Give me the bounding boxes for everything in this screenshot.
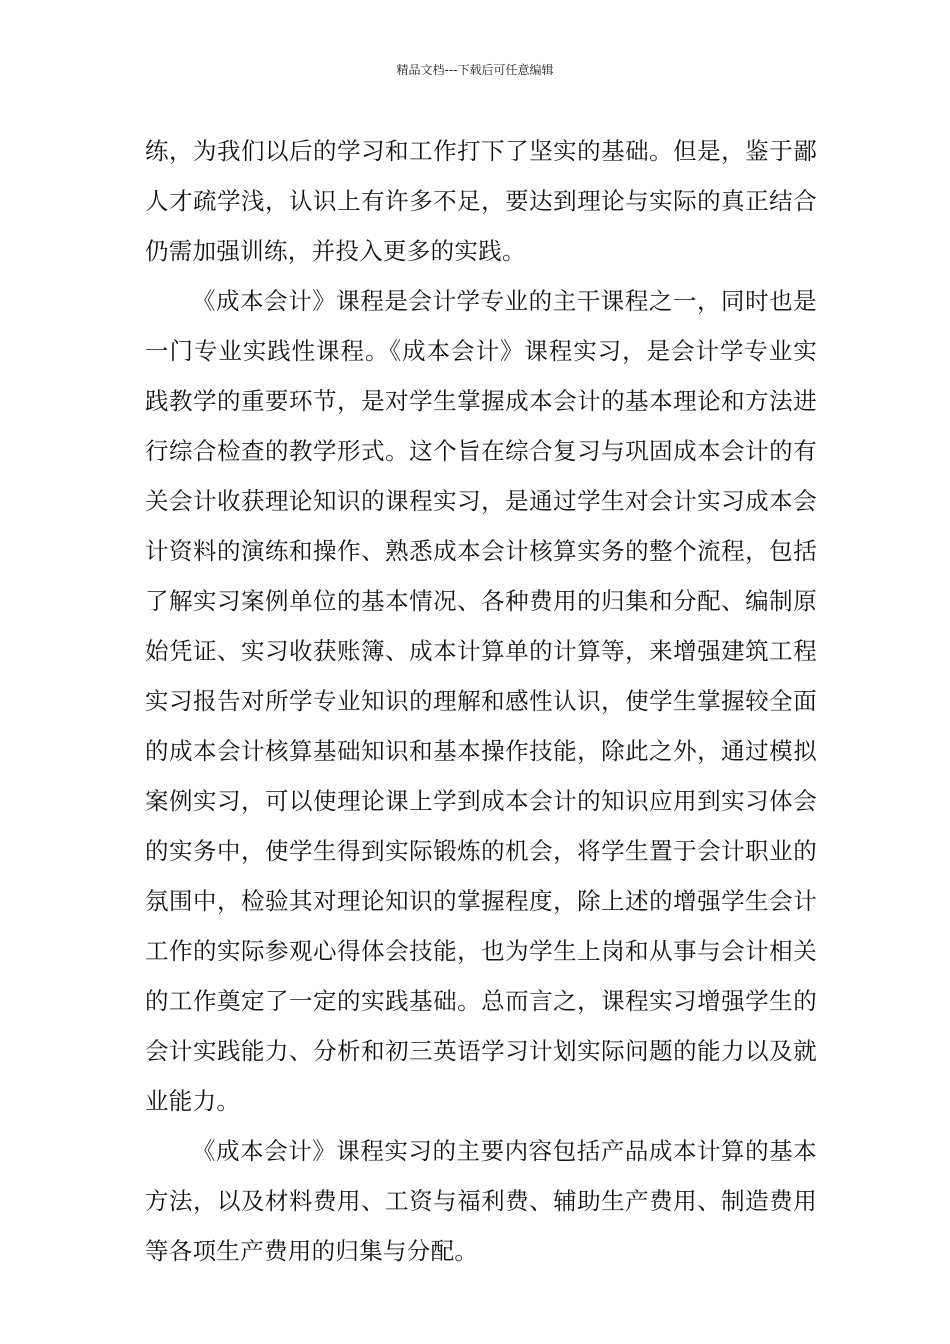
document-body: [145, 126, 817, 1276]
paragraph-course-overview: 《成本会计》课程是会计学专业的主干课程之一，同时也是一门专业实践性课程。《成本会计》课程实习，是会计学专业实践教学的重要环节，是对学生掌握成本会计的基本理论和方法进行综合检查的教学形式。这个旨在综合复习与巩固成本会计的有关会计收获理论知识的课程实习，是通过学生对会计实习成本会计资料的演练和操作、熟悉成本会计核算实务的整个流程，包括了解实习案例单位的基本情况、各种费用的归集和分配、编制原始凭证、实习收获账簿、成本计算单的计算等，来增强建筑工程实习报告对所学专业知识的理解和感性认识，使学生掌握较全面的成本会计核算基础知识和基本操作技能，除此之外，通过模拟案例实习，可以使理论课上学到成本会计的知识应用到实习体会的实务中，使学生得到实际锻炼的机会，将学生置于会计职业的氛围中，检验其对理论知识的掌握程度，除上述的增强学生会计工作的实际参观心得体会技能，也为学生上岗和从事与会计相关的工作奠定了一定的实践基础。总而言之，课程实习增强学生的会计实践能力、分析和初三英语学习计划实际问题的能力以及就业能力。: [145, 287, 817, 1115]
paragraph-course-content: 《成本会计》课程实习的主要内容包括产品成本计算的基本方法，以及材料费用、工资与福利费、辅助生产费用、制造费用等各项生产费用的归集与分配。: [145, 1137, 817, 1265]
paragraph-continuation: 练，为我们以后的学习和工作打下了坚实的基础。但是，鉴于鄙人才疏学浅，认识上有许多不足，要达到理论与实际的真正结合仍需加强训练，并投入更多的实践。: [145, 137, 817, 265]
page-header: 精品文档---下载后可任意编辑: [396, 63, 554, 77]
